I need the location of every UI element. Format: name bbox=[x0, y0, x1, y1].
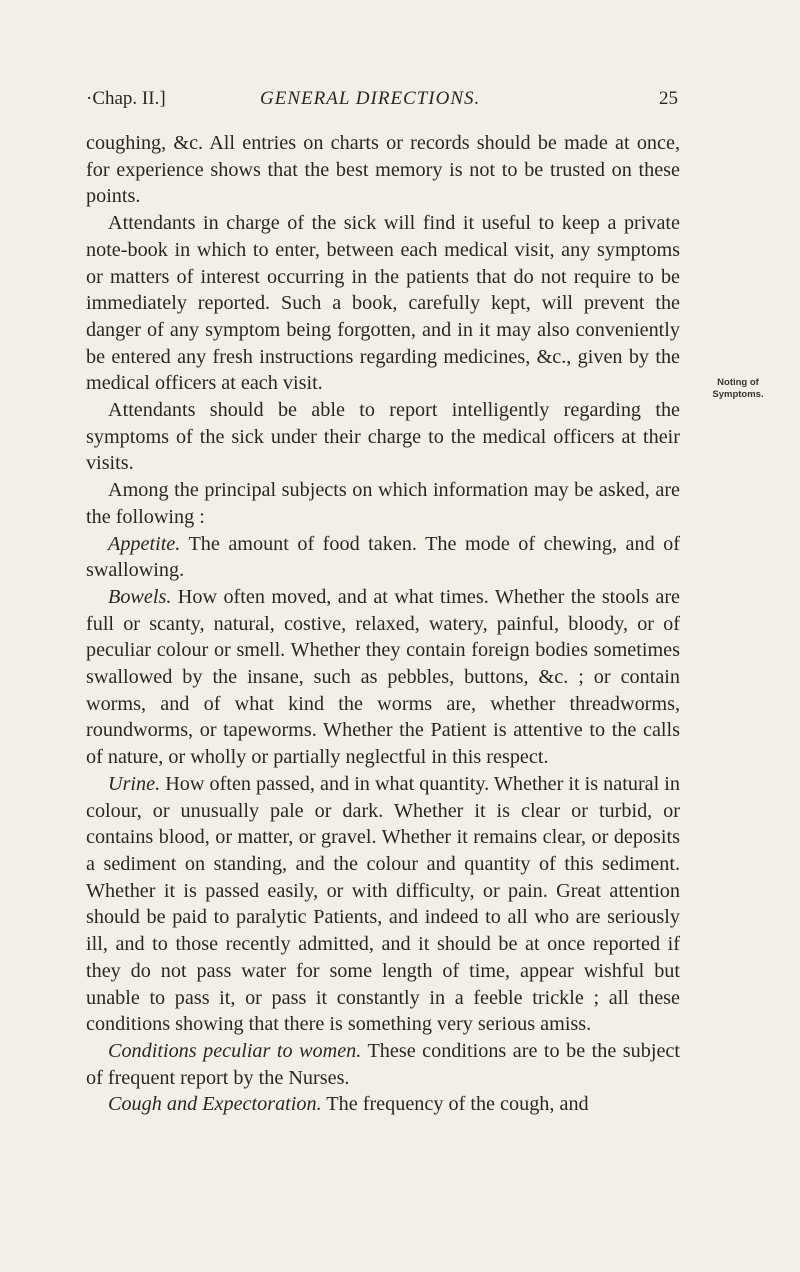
paragraph-lead-heading: Appetite. bbox=[108, 532, 181, 555]
paragraph-text: Attendants in charge of the sick will find it useful to keep a private note-book in which to enter, between each medical visit, any symptoms or matters of interest occurring in the patients that do not require to be immediately reported. Such a book, carefully kept, will prevent the danger of any symptom being forgotten, and in it may also conveniently be entered any fresh instructions regarding medicines, &c., given by the medical officers at each visit. bbox=[86, 212, 680, 395]
paragraph-conditions-women bbox=[86, 1038, 680, 1091]
marginal-note-line-1: Noting of bbox=[717, 377, 759, 388]
paragraph-2 bbox=[86, 210, 680, 397]
paragraph-text: The frequency of the cough, and bbox=[321, 1093, 589, 1116]
marginal-note bbox=[698, 377, 778, 401]
paragraph-text: The amount of food taken. The mode of chewing, and of swallowing. bbox=[86, 532, 680, 582]
paragraph-text: Among the principal subjects on which information may be asked, are the following : bbox=[86, 479, 680, 528]
running-title: GENERAL DIRECTIONS. bbox=[260, 88, 481, 109]
page-number: 25 bbox=[659, 88, 678, 109]
paragraph-lead-heading: Urine. bbox=[108, 772, 161, 795]
paragraph-lead-heading: Cough and Expectoration. bbox=[108, 1093, 322, 1116]
paragraph-urine bbox=[86, 771, 680, 1038]
marginal-note-line-2: Symptoms. bbox=[712, 389, 764, 400]
running-head bbox=[86, 88, 678, 116]
paragraph-appetite bbox=[86, 531, 680, 584]
paragraph-1 bbox=[86, 130, 680, 210]
paragraph-text: How often moved, and at what times. Whether the stools are full or scanty, natural, costive, relaxed, watery, painful, bloody, or of peculiar colour or smell. Whether they contain foreign bodies sometimes swallowed by the insane, such as pebbles, buttons, &c. ; or contain worms, and of what kind the worms are, whether threadworms, roundworms, or tapeworms. Whether the Patient is attentive to the calls of nature, or wholly or partially neglectful in this respect. bbox=[86, 585, 680, 769]
paragraph-lead-heading: Bowels. bbox=[108, 585, 172, 608]
paragraph-3 bbox=[86, 397, 680, 477]
paragraph-bowels bbox=[86, 584, 680, 771]
paragraph-text: How often passed, and in what quantity. Whether it is natural in colour, or unusually pale or dark. Whether it is clear or turbid, or contains blood, or matter, or gravel. Whether it remains clear, or deposits a sediment on standing, and the colour and quantity of this sediment. Whether it is passed easily, or with difficulty, or pain. Great attention should be paid to paralytic Patients, and indeed to all who are seriously ill, and to those recently admitted, and it should be at once reported if they do not pass water for some length of time, appear wishful but unable to pass it, or pass it constantly in a feeble trickle ; all these conditions showing that there is something very serious amiss. bbox=[86, 772, 680, 1036]
body-text bbox=[86, 130, 680, 1118]
paragraph-cough bbox=[86, 1091, 680, 1118]
chapter-reference: ·Chap. II.] bbox=[86, 88, 166, 109]
paragraph-text: These conditions are to be the subject of frequent report by the Nurses. bbox=[86, 1039, 680, 1089]
paragraph-4 bbox=[86, 477, 680, 530]
paragraph-text: Attendants should be able to report intelligently regarding the symptoms of the sick under their charge to the medical officers at their visits. bbox=[86, 399, 680, 475]
paragraph-text: coughing, &c. All entries on charts or records should be made at once, for experience shows that the best memory is not to be trusted on these points. bbox=[86, 132, 680, 208]
paragraph-lead-heading: Conditions peculiar to women. bbox=[108, 1039, 362, 1062]
